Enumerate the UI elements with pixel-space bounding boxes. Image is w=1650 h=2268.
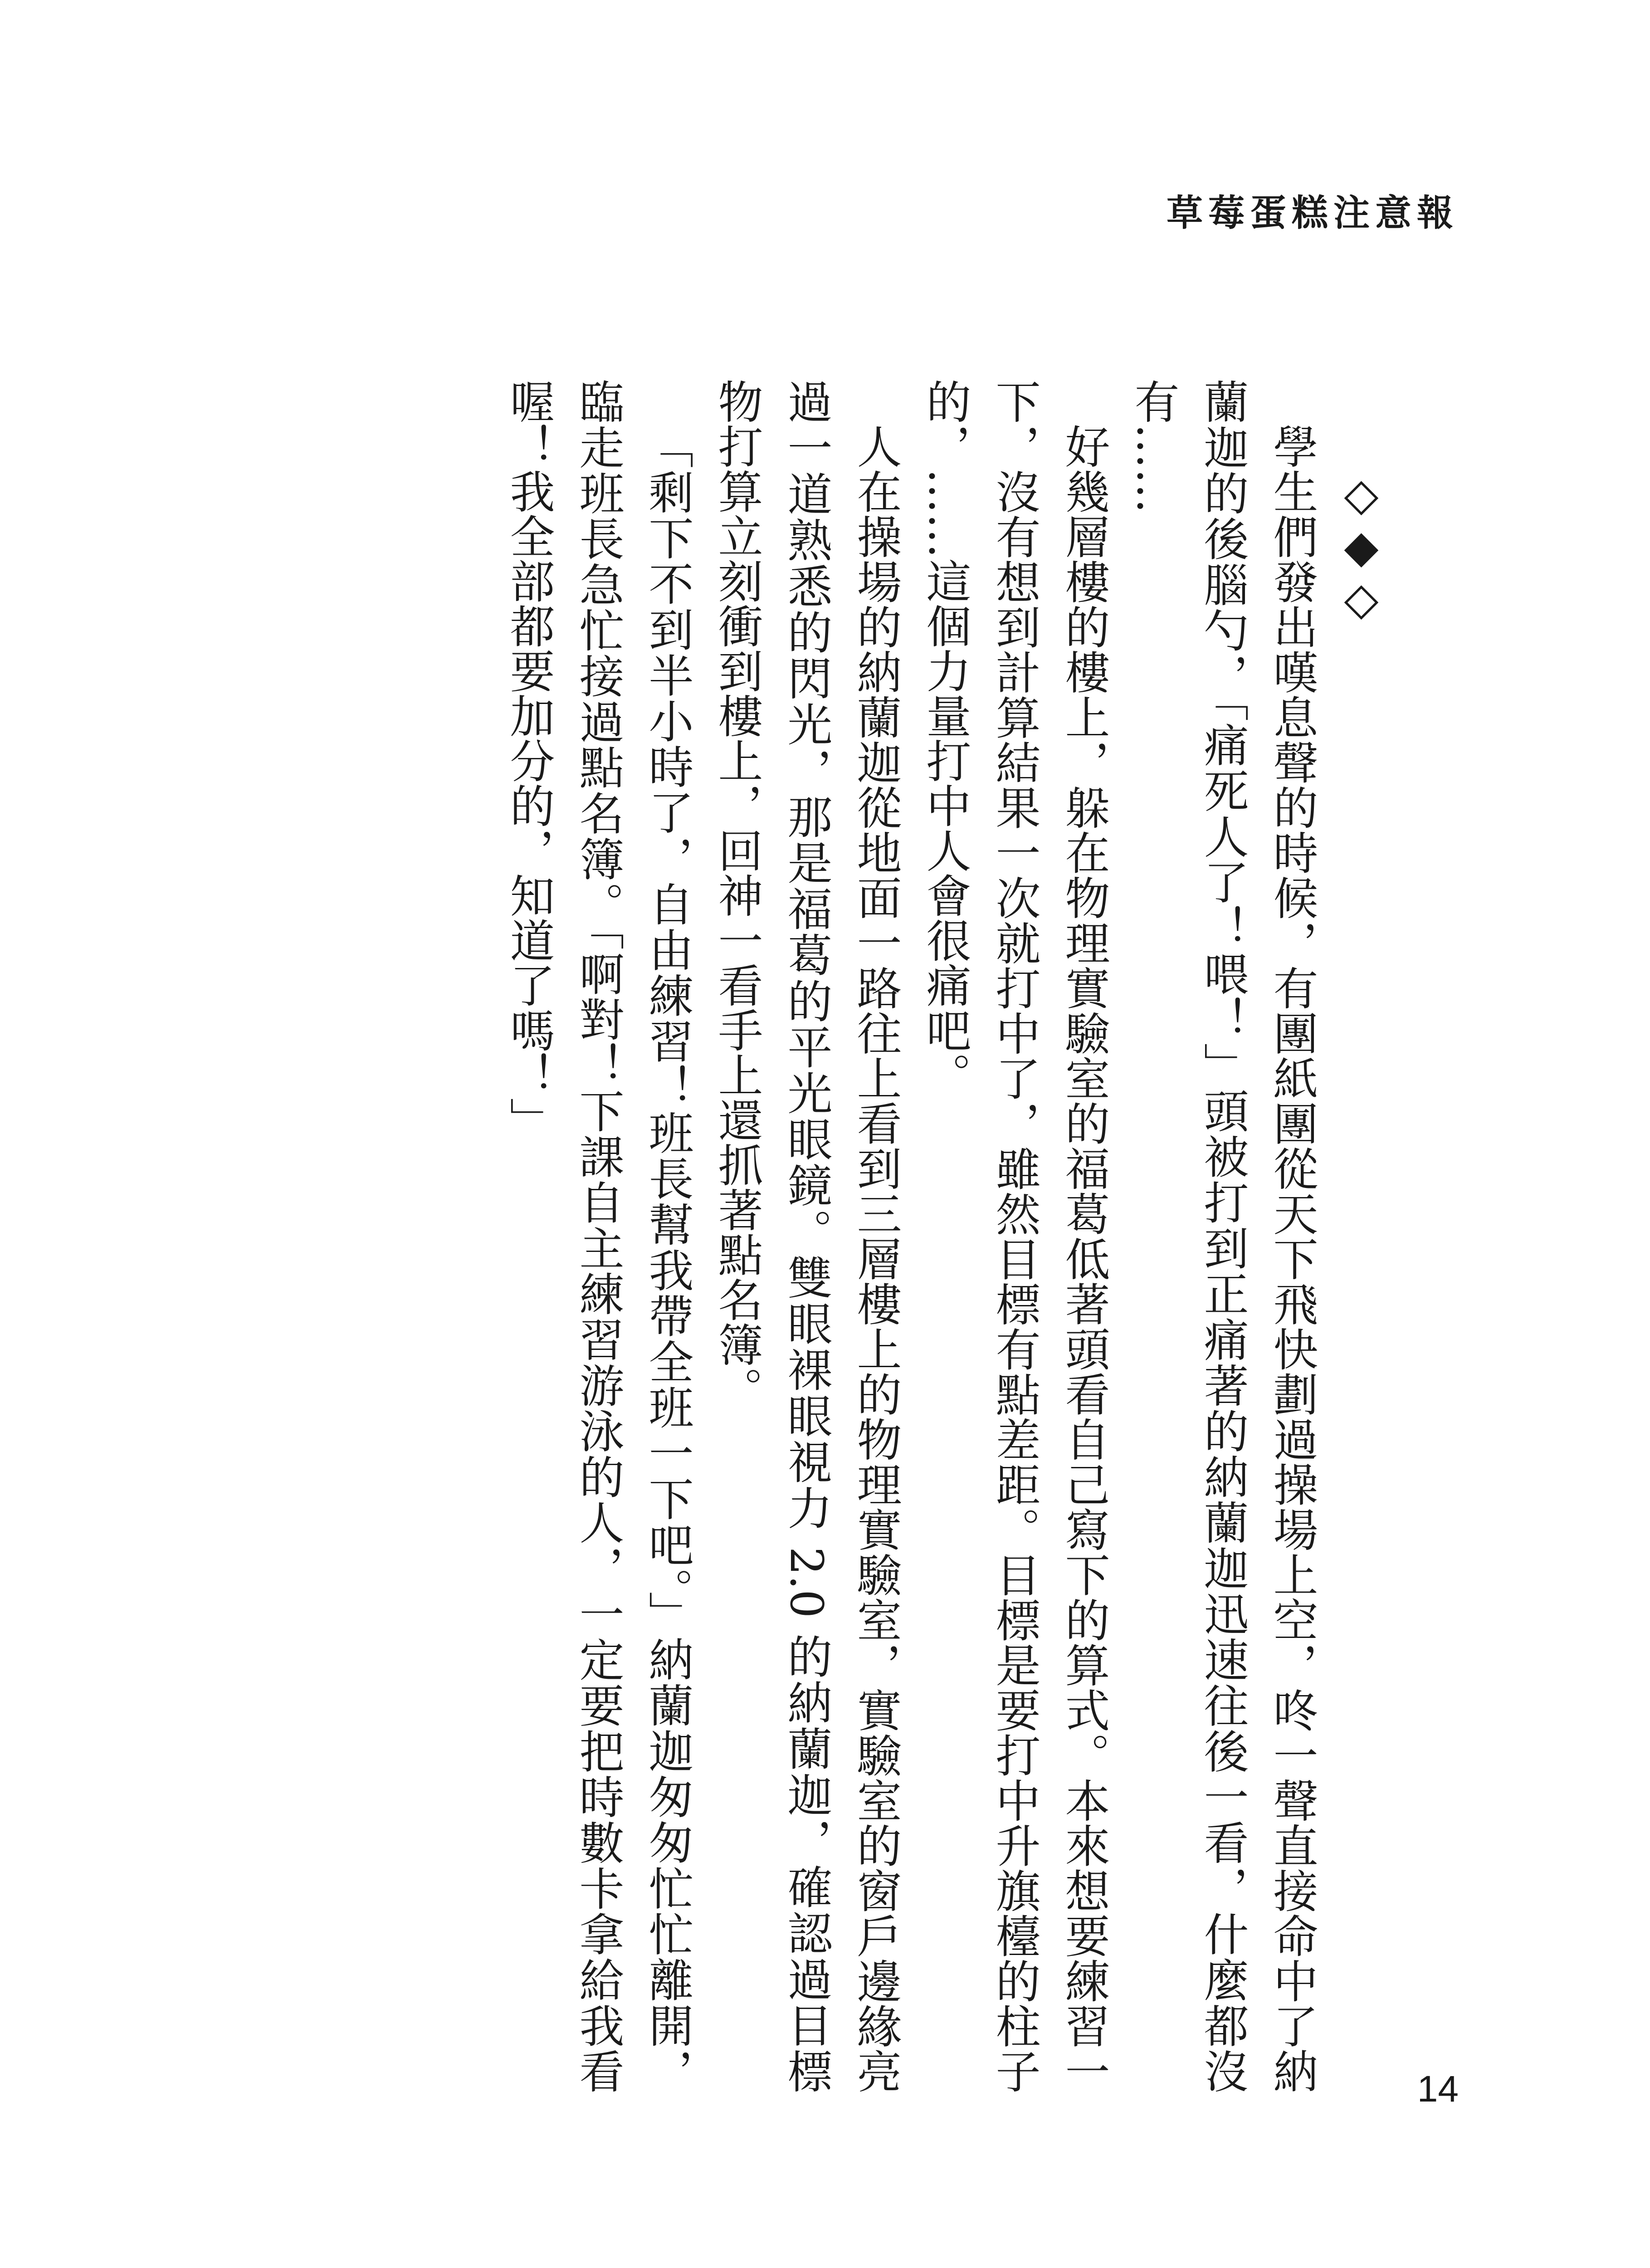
paragraph: 學生們發出嘆息聲的時候，有團紙團從天下飛快劃過操場上空，咚一聲直接命中了納蘭迦的後腦勺，「痛死人了！喂！」頭被打到正痛著的納蘭迦迅速往後一看，什麼都沒有…… [1127,379,1318,2093]
paragraph: 「剩下不到半小時了，自由練習！班長幫我帶全班一下吧。」納蘭迦匆匆忙忙離開，臨走班長急忙接過點名簿。「啊對！下課自主練習游泳的人，一定要把時數卡拿給我看喔！我全部都要加分的，知道了嗎！」 [503,379,693,2093]
paragraph: 人在操場的納蘭迦從地面一路往上看到三層樓上的物理實驗室，實驗室的窗戶邊緣亮過一道熟悉的閃光，那是福葛的平光眼鏡。雙眼裸眼視力 2.0 的納蘭迦，確認過目標物打算立刻衝到樓上，回神一看手上還抓著點名簿。 [711,379,902,2093]
page-number: 14 [1417,2068,1459,2110]
body-text [217,379,1396,2093]
running-title: 草莓蛋糕注意報 [1167,192,1459,234]
scene-break-marker: ◇◆◇ [1335,469,1387,625]
paragraph: 好幾層樓的樓上，躲在物理實驗室的福葛低著頭看自己寫下的算式。本來想要練習一下，沒有想到計算結果一次就打中了，雖然目標有點差距。目標是要打中升旗檯的柱子的，……這個力量打中人會很痛吧。 [919,379,1110,2093]
